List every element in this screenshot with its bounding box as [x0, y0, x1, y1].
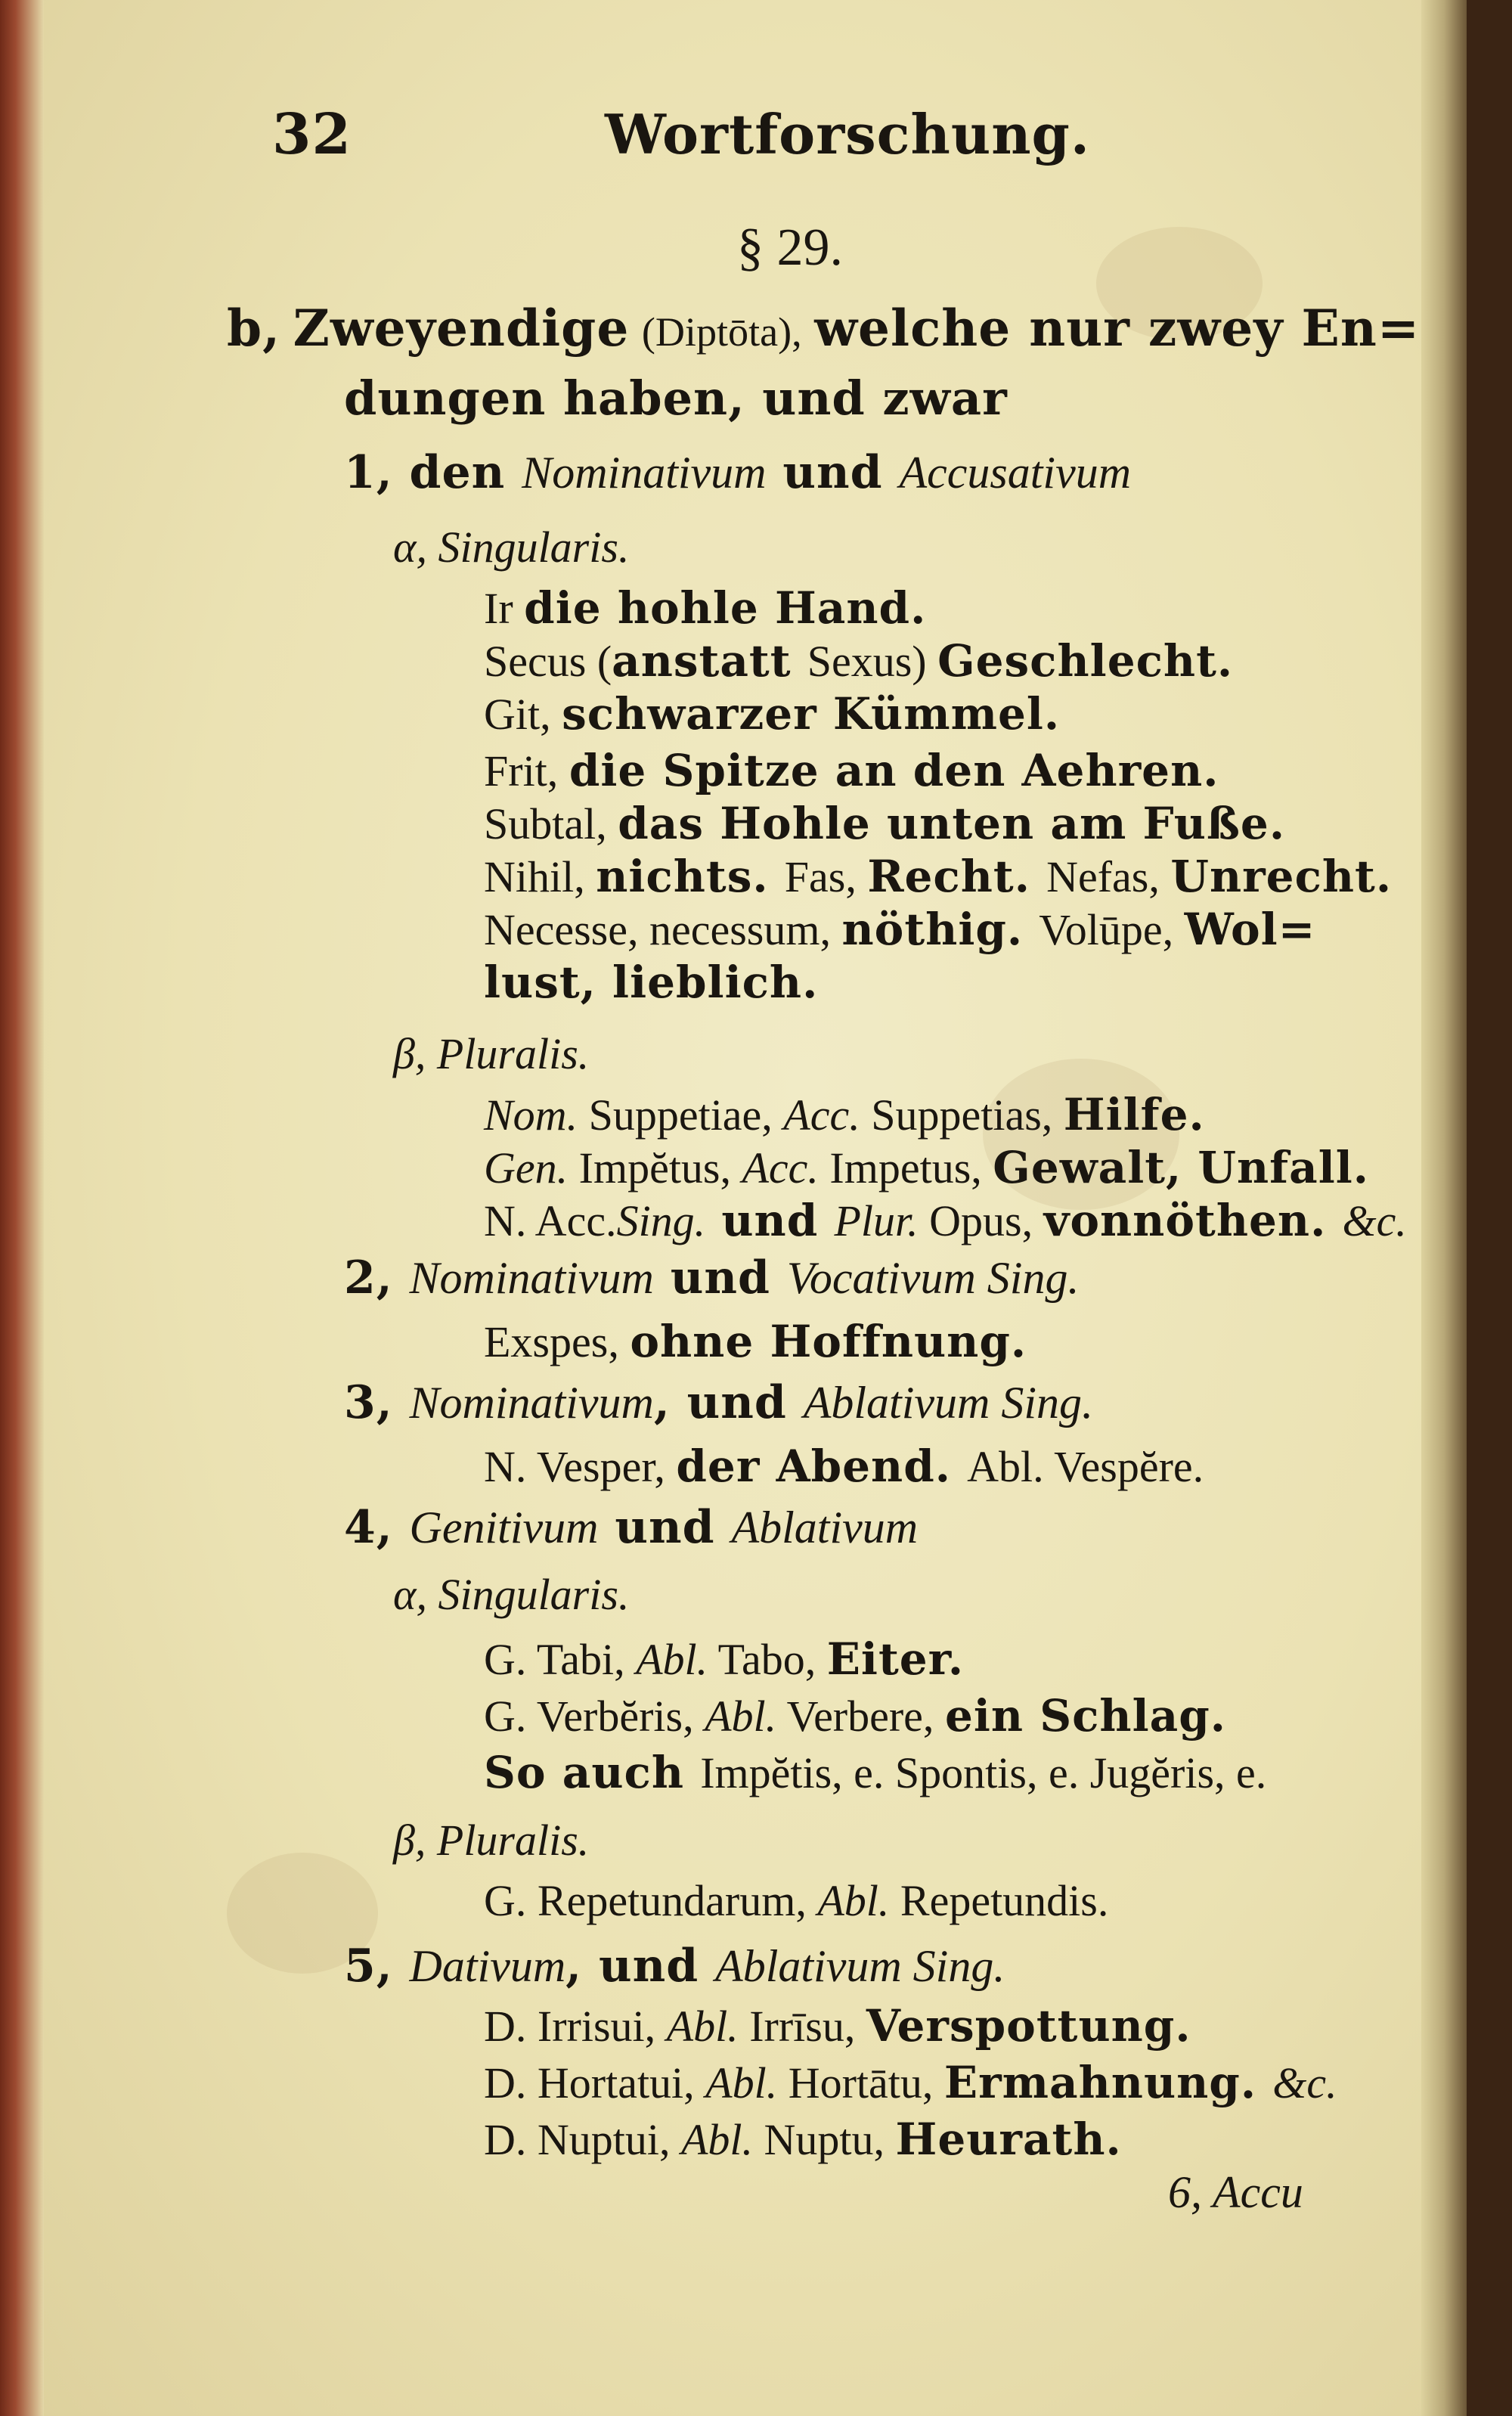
text-run: Suppetias, [860, 1090, 1064, 1140]
text-run: Nom. [484, 1090, 578, 1140]
text-run: Abl. [705, 2058, 778, 2107]
text-run: Suppetiae, [578, 1090, 784, 1140]
text-run: Impetus, [818, 1143, 993, 1192]
text-run: Frit, [484, 746, 569, 796]
text-run: Nominativum [409, 1253, 654, 1303]
text-run: Hortātu, [777, 2058, 944, 2107]
text-run: N. Acc. [484, 1196, 617, 1245]
subsection-heading [393, 1815, 589, 1865]
text-run: Hilfe. [1063, 1089, 1205, 1140]
entry-line [484, 2057, 1337, 2108]
entry-line [484, 688, 1060, 740]
subsection-marker: β, [393, 1029, 437, 1078]
entry-line [484, 2000, 1191, 2052]
text-run: ein Schlag. [944, 1690, 1226, 1741]
text-run: Ablativum Sing. [715, 1941, 1005, 1991]
text-run: die hohle Hand. [524, 582, 927, 634]
intro-marker: b, [227, 299, 281, 358]
group-heading [344, 446, 1131, 499]
text-run: , und [565, 1940, 716, 1993]
entry-line [484, 2114, 1122, 2165]
subsection-label: Singularis. [438, 1570, 630, 1619]
subsection-marker: α, [393, 1570, 438, 1619]
text-run: Impĕtis, e. Spontis, e. Jugĕris, e. [700, 1748, 1267, 1797]
text-run: Vocativum Sing. [786, 1253, 1080, 1303]
text-run: Abl. [681, 2115, 754, 2164]
subsection-heading [393, 522, 629, 572]
text-run: den [409, 446, 522, 499]
entry-line [484, 904, 1315, 955]
text-run: Unrecht. [1170, 851, 1393, 902]
text-run: und [598, 1501, 732, 1554]
entry-line [484, 1633, 964, 1685]
subsection-label: Pluralis. [436, 1029, 590, 1078]
entry-line [484, 957, 818, 1008]
subsection-heading [393, 1569, 629, 1620]
subsection-label: Pluralis. [436, 1816, 590, 1865]
text-run: Plur. [834, 1196, 919, 1245]
text-run: G. Tabi, [484, 1635, 637, 1684]
text-run: Heurath. [895, 2114, 1122, 2165]
subsection-marker: α, [393, 523, 438, 572]
text-run: Wol= [1184, 904, 1316, 955]
text-run: Gen. [484, 1143, 569, 1192]
text-run: Acc. [742, 1143, 819, 1192]
text-run: Exspes, [484, 1317, 631, 1366]
text-run: Abl. [817, 1876, 890, 1925]
intro-latin-term: (Diptōta), [641, 309, 802, 355]
text-run: Gewalt, Unfall. [993, 1142, 1369, 1193]
text-run: Dativum [409, 1941, 566, 1991]
page-number: 32 [272, 102, 352, 167]
text-run: Abl. [705, 1692, 777, 1741]
text-run: Nihil, [484, 852, 596, 901]
text-run: D. Hortatui, [484, 2058, 706, 2107]
text-run: nöthig. [841, 904, 1040, 955]
entry-line [484, 1142, 1369, 1193]
text-run: das Hohle unten am Fuße. [618, 798, 1286, 849]
text-run: nichts. [596, 851, 785, 902]
text-run: Necesse, necessum, [484, 905, 842, 954]
text-run: Abl. [636, 1635, 708, 1684]
text-run: G. Repetundarum, [484, 1876, 818, 1925]
intro-line-1 [227, 299, 1420, 358]
text-run: Impĕtus, [568, 1143, 742, 1192]
subsection-marker: β, [393, 1816, 437, 1865]
text-run: &c. [1342, 1196, 1407, 1245]
text-run: Nuptu, [753, 2115, 896, 2164]
text-run: Secus ( [484, 637, 612, 686]
text-run: &c. [1272, 2058, 1337, 2107]
text-run: und [653, 1251, 787, 1304]
intro-term: Zweyendige [293, 299, 630, 358]
text-run: Verbere, [776, 1692, 945, 1741]
text-run: N. Vesper, [484, 1442, 677, 1491]
text-run: Abl. Vespĕre. [967, 1442, 1204, 1491]
text-run: Genitivum [409, 1503, 599, 1552]
page-fore-edge [1421, 0, 1467, 2416]
book-spine-edge [0, 0, 44, 2416]
entry-line [484, 1747, 1266, 1798]
group-heading [344, 1940, 1005, 1993]
text-run: Irrīsu, [738, 2002, 866, 2051]
text-run: der Abend. [676, 1441, 968, 1492]
text-run: D. Nuptui, [484, 2115, 681, 2164]
text-run: Ermahnung. [943, 2057, 1273, 2108]
entry-line [484, 582, 926, 634]
text-run: vonnöthen. [1043, 1195, 1343, 1246]
text-run: Nominativum [409, 1378, 654, 1428]
entry-line [484, 1875, 1108, 1926]
text-run: Accusativum [899, 448, 1132, 498]
subsection-heading [393, 1028, 589, 1079]
text-run: Eiter. [826, 1633, 965, 1685]
text-run: Repetundis. [889, 1876, 1109, 1925]
text-run: Recht. [867, 851, 1047, 902]
text-run: Tabo, [708, 1635, 827, 1684]
text-run: lust, lieblich. [484, 957, 819, 1008]
group-number: 1, [344, 446, 410, 499]
section-number: § 29. [737, 219, 843, 277]
entry-line [484, 1089, 1205, 1140]
group-heading [344, 1251, 1079, 1304]
entry-line [484, 1441, 1204, 1492]
text-run: Git, [484, 690, 562, 739]
group-number: 4, [344, 1501, 410, 1554]
text-run: schwarzer Kümmel. [562, 688, 1061, 740]
subsection-label: Singularis. [438, 523, 630, 572]
catchword: 6, Accu [1168, 2167, 1303, 2217]
text-run: anstatt [612, 635, 807, 687]
text-run: Sing. [616, 1196, 706, 1245]
text-run: , und [653, 1376, 804, 1429]
group-heading [344, 1376, 1093, 1429]
entry-line [484, 745, 1219, 796]
group-number: 2, [344, 1251, 410, 1304]
text-run: Opus, [918, 1196, 1044, 1245]
text-run: Volūpe, [1039, 905, 1185, 954]
group-heading [344, 1501, 918, 1554]
intro-text: welche nur zwey En= [814, 299, 1421, 358]
text-run: Geschlecht. [937, 635, 1234, 687]
entry-line [484, 635, 1233, 687]
text-run: Nefas, [1046, 852, 1171, 901]
text-run: Verspottung. [866, 2000, 1191, 2052]
text-run: Abl. [666, 2002, 739, 2051]
running-title: Wortforschung. [605, 102, 1090, 166]
entry-line [484, 1195, 1407, 1246]
text-run: die Spitze an den Aehren. [569, 745, 1219, 796]
text-run: und [705, 1195, 835, 1246]
text-run: Fas, [784, 852, 868, 901]
entry-line [484, 1316, 1027, 1367]
text-run: Ir [484, 584, 525, 633]
group-number: 5, [344, 1940, 410, 1993]
text-run: und [766, 446, 900, 499]
entry-line [484, 851, 1392, 902]
text-run: G. Verbĕris, [484, 1692, 705, 1741]
text-run: Acc. [783, 1090, 860, 1140]
text-run: Ablativum [731, 1503, 919, 1552]
text-run: So auch [484, 1747, 701, 1798]
entry-line [484, 1690, 1226, 1741]
intro-line-2: dungen haben, und zwar [344, 371, 1008, 426]
text-run: D. Irrisui, [484, 2002, 667, 2051]
entry-line [484, 798, 1285, 849]
text-run: ohne Hoffnung. [630, 1316, 1027, 1367]
text-run: Nominativum [522, 448, 767, 498]
group-number: 3, [344, 1376, 410, 1429]
text-run: Ablativum Sing. [803, 1378, 1094, 1428]
text-run: Sexus) [807, 637, 938, 686]
text-run: Subtal, [484, 799, 618, 848]
